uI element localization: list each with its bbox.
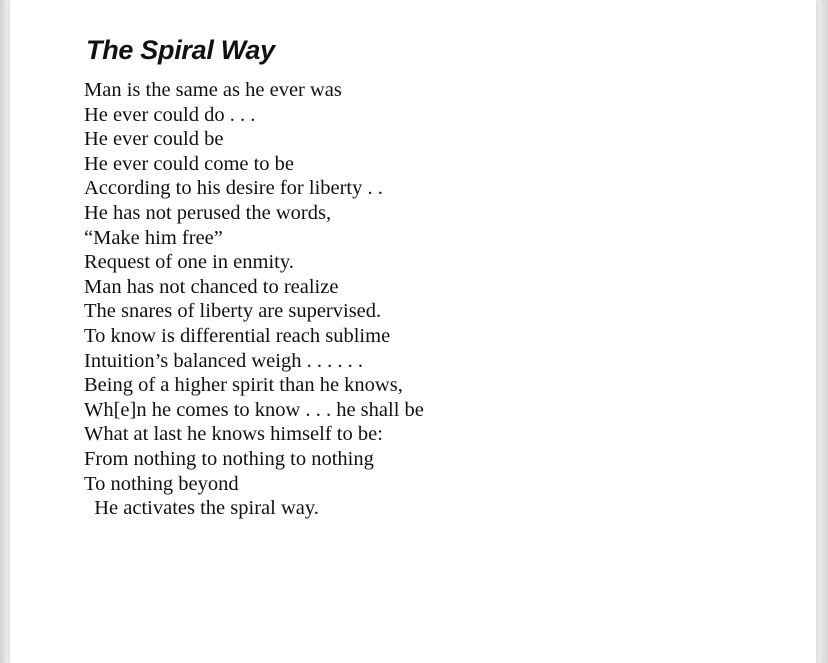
poem-line: He ever could do . . . — [84, 103, 256, 126]
poem-line: He ever could come to be — [84, 152, 295, 175]
poem-line: To nothing beyond — [84, 472, 239, 495]
poem-title: The Spiral Way — [86, 35, 275, 65]
poem-line: Man has not chanced to realize — [84, 275, 339, 298]
poem-line: From nothing to nothing to nothing — [84, 447, 374, 470]
poem-line: According to his desire for liberty . . — [84, 177, 383, 200]
poem-lines — [84, 78, 684, 521]
poem-line: He ever could be — [84, 128, 224, 151]
poem-line: What at last he knows himself to be: — [84, 423, 383, 446]
poem-line: Wh[e]n he comes to know . . . he shall be — [84, 398, 424, 421]
poem-line: “Make him free” — [84, 226, 223, 249]
poem-line: To know is differential reach sublime — [84, 324, 391, 347]
poem — [84, 32, 684, 521]
poem-line: Man is the same as he ever was — [84, 79, 342, 101]
poem-line: Being of a higher spirit than he knows, — [84, 374, 403, 397]
poem-line: He activates the spiral way. — [84, 497, 319, 520]
document-page — [10, 0, 816, 663]
poem-line: The snares of liberty are supervised. — [84, 300, 382, 323]
poem-line: Intuition’s balanced weigh . . . . . . — [84, 349, 363, 372]
poem-line: He has not perused the words, — [84, 201, 332, 224]
poem-line: Request of one in enmity. — [84, 251, 294, 274]
